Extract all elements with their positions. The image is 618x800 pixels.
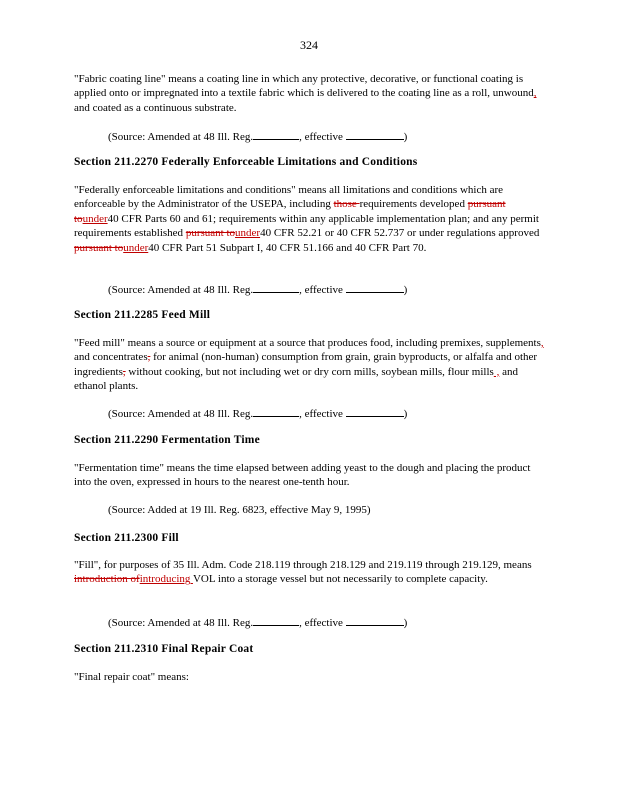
deleted-text: those xyxy=(333,198,360,211)
source-note: (Source: Amended at 48 Ill. Reg. , effective ) xyxy=(108,128,580,144)
inserted-text: , xyxy=(493,365,500,378)
source-note: (Source: Added at 19 Ill. Reg. 6823, effective May 9, 1995) xyxy=(108,504,371,516)
feed-mill-definition: "Feed mill" means a source or equipment at a source that produces food, including premixes, supplements, and concentrates, for animal (non-human) consumption from grain, grain byproducts, or alfalfa and other ingredients, without cooking, but not including wet or dry corn mills, soybean mills, flour mills , and ethanol plants. xyxy=(74,337,544,393)
federally-enforceable-definition: "Federally enforceable limitations and conditions" means all limitations and conditions which are enforceable by the Administrator of the USEPA, including those requirements developed pursuant tounder40 CFR Parts 60 and 61; requirements within any applicable implementation plan; and any permit requirements established pursuant tounder40 CFR 52.21 or 40 CFR 52.737 or under regulations approved pursuant tounder40 CFR Part 51 Subpart I, 40 CFR 51.166 and 40 CFR Part 70. xyxy=(74,184,540,254)
section-heading-211-2310: Section 211.2310 Final Repair Coat xyxy=(74,643,254,655)
inserted-text: , xyxy=(540,337,544,349)
deleted-text: pursuant to xyxy=(74,198,506,225)
source-note: (Source: Amended at 48 Ill. Reg. , effective ) xyxy=(108,281,580,297)
deleted-text: pursuant to xyxy=(185,227,236,240)
fabric-coating-line-definition: "Fabric coating line" means a coating line in which any protective, decorative, or functional coating is applied onto or impregnated into a textile fabric which is delivered to the coating line as a roll, unwound, and coated as a continuous substrate. xyxy=(74,73,537,114)
inserted-text: , xyxy=(533,87,537,100)
source-note: (Source: Amended at 48 Ill. Reg. , effective ) xyxy=(108,405,580,421)
fermentation-time-definition: "Fermentation time" means the time elapsed between adding yeast to the dough and placing the product into the oven, expressed in hours to the nearest one-tenth hour. xyxy=(74,462,531,489)
source-note: (Source: Amended at 48 Ill. Reg. , effective ) xyxy=(108,614,580,630)
final-repair-coat-definition: "Final repair coat" means: xyxy=(74,671,189,683)
section-heading-211-2300: Section 211.2300 Fill xyxy=(74,532,179,544)
deleted-text: , xyxy=(122,365,126,378)
page-number: 324 xyxy=(300,38,318,52)
deleted-text: , xyxy=(147,351,151,364)
section-heading-211-2270: Section 211.2270 Federally Enforceable Limitations and Conditions xyxy=(74,156,418,168)
inserted-text: introducing xyxy=(139,573,193,586)
section-heading-211-2290: Section 211.2290 Fermentation Time xyxy=(74,434,260,446)
inserted-text: under xyxy=(235,227,261,240)
deleted-text: introduction of xyxy=(74,573,140,586)
inserted-text: under xyxy=(123,241,149,254)
fill-definition: "Fill", for purposes of 35 Ill. Adm. Code 218.119 through 218.129 and 219.119 through 219.129, means introduction ofintroducing VOL into a storage vessel but not necessarily to complete capacity. xyxy=(74,559,532,586)
section-heading-211-2285: Section 211.2285 Feed Mill xyxy=(74,309,211,321)
inserted-text: under xyxy=(82,212,108,225)
deleted-text: pursuant to xyxy=(74,241,124,254)
